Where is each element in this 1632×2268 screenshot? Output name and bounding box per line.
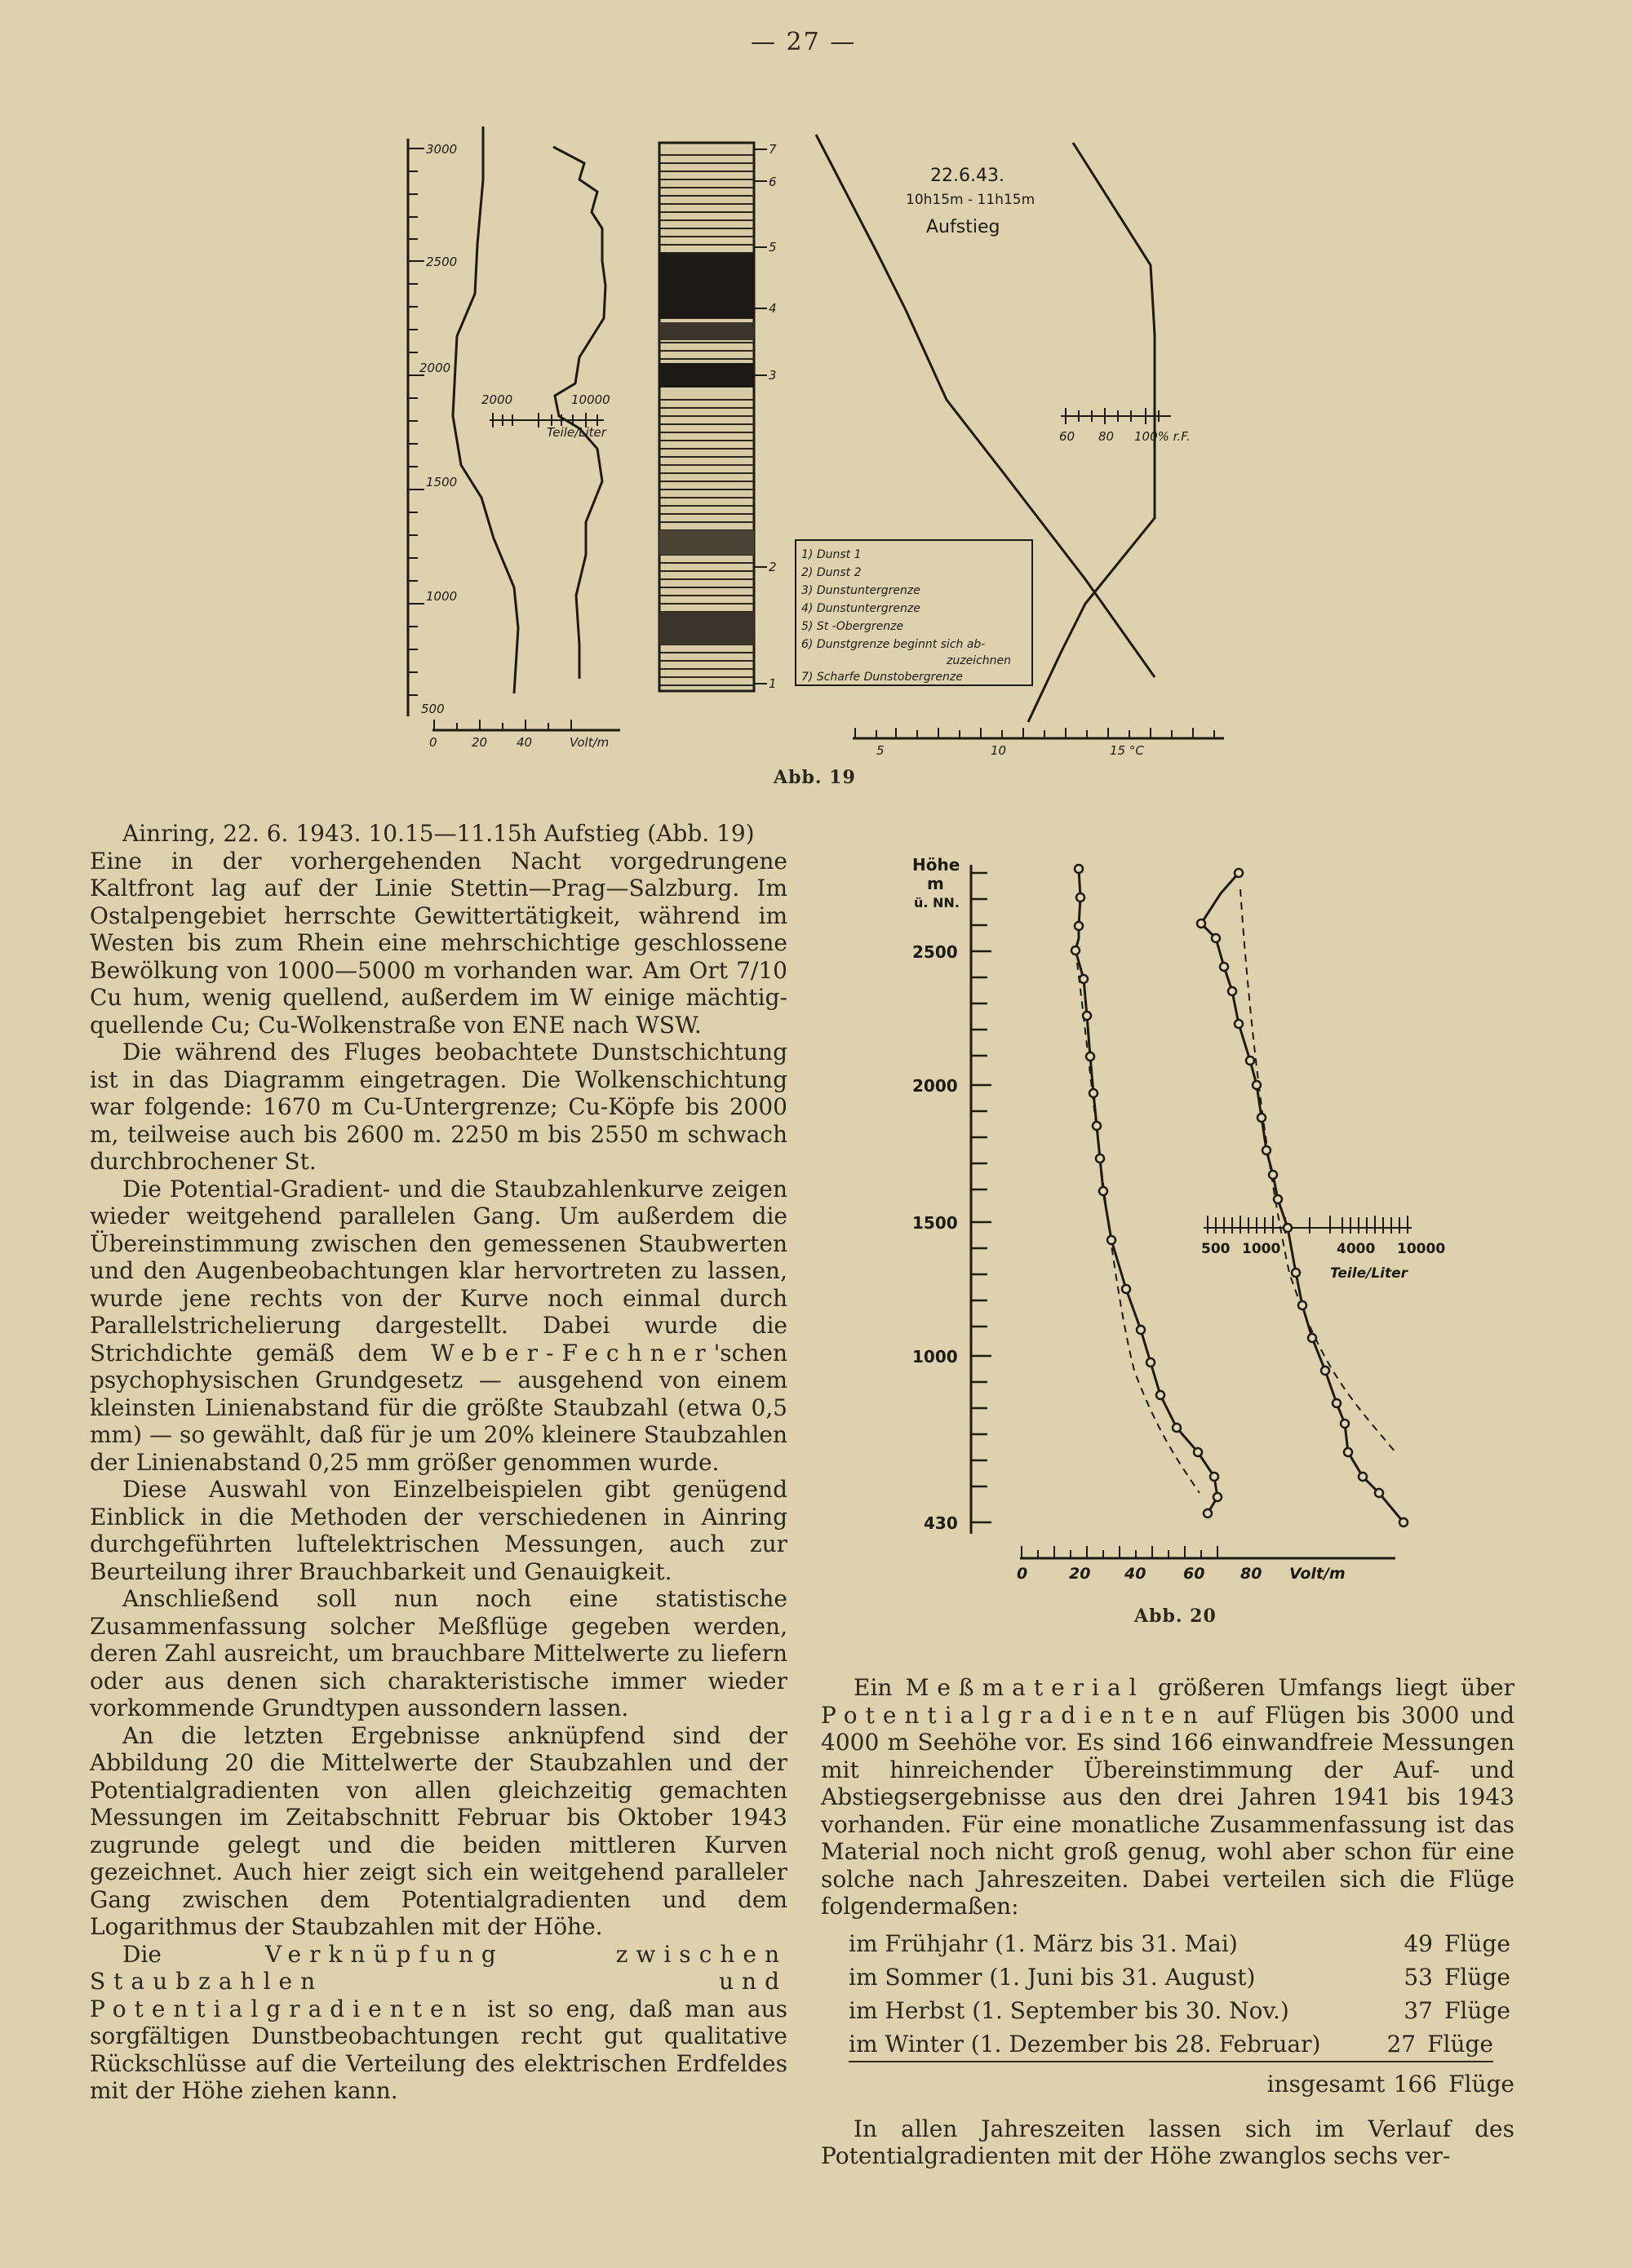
- fig19-temp-10: 10: [991, 743, 1007, 758]
- fig19-legend-4: 4) Dunstuntergrenze: [801, 602, 920, 615]
- right-paragraph-1: Ein Meßmaterial größeren Umfangs liegt über Potentialgradienten auf Flügen bis 3000 und 4000 m Seehöhe vor. Es sind 166 einwandfreie Messungen mit hinreichender Übereinstimmung der Auf- und Abstiegsergebnisse aus den drei Jahren 1941 bis 1943 vorhanden. Für eine monatliche Zusammenfassung ist das Material noch nicht groß genug, wohl aber schon für eine solche nach Jahreszeiten. Dabei verteilen sich die Flüge folgendermaßen:: [821, 1674, 1515, 1920]
- fig19-rh-100: 100% r.F.: [1134, 429, 1191, 444]
- fig19-volt-unit: Volt/m: [570, 735, 610, 750]
- fig20-caption: Abb. 20: [1134, 1606, 1217, 1627]
- fig19-dust-2000: 2000: [481, 392, 513, 407]
- fig19-ascent: Aufstieg: [926, 217, 1000, 237]
- fig19-legend-6: 6) Dunstgrenze beginnt sich ab-: [801, 638, 986, 651]
- fig20-tick-2500: 2500: [912, 942, 958, 962]
- season-total-row: insgesamt 166 Flüge: [1266, 2070, 1514, 2097]
- fig19-dust-unit: Teile/Liter: [547, 425, 606, 440]
- season-row: im Sommer (1. Juni bis 31. August) 53 Flüge: [849, 1963, 1510, 1991]
- weber-fechner: Weber-Fechner: [431, 1339, 714, 1367]
- fig19-layer-1: 1: [769, 676, 777, 691]
- fig20-tick-1000: 1000: [912, 1347, 958, 1367]
- paragraph-6: An die letzten Ergebnisse anknüpfend sind der Abbildung 20 die Mittelwerte der Staubzahlen und der Potentialgradienten von allen gleichzeitig gemachten Messungen im Zeitabschnitt Februar bis Oktober 1943 zugrunde gelegt und die beiden mittleren Kurven gezeichnet. Auch hier zeigt sich ein weitgehend paralleler Gang zwischen dem Potentialgradienten und dem Logarithmus der Staubzahlen mit der Höhe.: [90, 1721, 787, 1940]
- fig20-tick-430: 430: [924, 1513, 958, 1533]
- fig20-dust-4000: 4000: [1337, 1241, 1376, 1257]
- fig19-tick-2000: 2000: [419, 361, 451, 375]
- fig19-tick-500: 500: [421, 702, 445, 716]
- fig19-dust-10000: 10000: [571, 392, 610, 407]
- figure-20: [898, 848, 1452, 1583]
- season-row: im Winter (1. Dezember bis 28. Februar) 27 Flüge: [849, 2027, 1493, 2062]
- left-column: [90, 820, 787, 2105]
- right-paragraph-2: In allen Jahreszeiten lassen sich im Verlauf des Potentialgradienten mit der Höhe zwanglos sechs ver-: [821, 2115, 1514, 2169]
- emphasis-material: Meßmaterial: [905, 1674, 1145, 1701]
- paragraph-1: Eine in der vorhergehenden Nacht vorgedrungene Kaltfront lag auf der Linie Stettin—Prag—Salzburg. Im Ostalpengebiet herrschte Gewittertätigkeit, während im Westen bis zum Rhein eine mehrschichtige geschlossene Bewölkung von 1000—5000 m vorhanden war. Am Ort 7/10 Cu hum, wenig quellend, außerdem im W einige mächtig-quellende Cu; Cu-Wolkenstraße von ENE nach WSW.: [90, 847, 787, 1039]
- fig19-time: 10h15m - 11h15m: [906, 192, 1036, 208]
- figure-19: [384, 122, 1248, 759]
- fig19-legend-6b: zuzeichnen: [947, 654, 1012, 667]
- fig20-volt-0: 0: [1017, 1565, 1028, 1583]
- section-heading: Ainring, 22. 6. 1943. 10.15—11.15h Aufstieg (Abb. 19): [122, 820, 755, 847]
- fig19-tick-3000: 3000: [426, 142, 458, 157]
- fig20-volt-60: 60: [1183, 1565, 1205, 1583]
- fig19-legend-7: 7) Scharfe Dunstobergrenze: [801, 671, 963, 684]
- fig19-layer-2: 2: [769, 560, 777, 574]
- fig20-volt-80: 80: [1240, 1565, 1262, 1583]
- season-table: [849, 1927, 1514, 2101]
- paragraph-4: Diese Auswahl von Einzelbeispielen gibt genügend Einblick in die Methoden der verschiedenen in Ainring durchgeführten luftelektrischen Messungen, auch zur Beurteilung ihrer Brauchbarkeit und Genauigkeit.: [90, 1476, 787, 1585]
- emphasis-link: Verknüpfung zwischen Staubzahlen und Potentialgradienten: [90, 1940, 787, 2022]
- fig19-layer-7: 7: [769, 142, 777, 157]
- paragraph-2: Die während des Fluges beobachtete Dunstschichtung ist in das Diagramm eingetragen. Die Wolkenschichtung war folgende: 1670 m Cu-Untergrenze; Cu-Köpfe bis 2000 m, teilweise auch bis 2600 m. 2250 m bis 2550 m schwach durchbrochener St.: [90, 1039, 787, 1175]
- emphasis-potential: Potentialgradienten: [821, 1701, 1206, 1729]
- season-row: im Herbst (1. September bis 30. Nov.) 37 Flüge: [849, 1996, 1510, 2024]
- fig20-dust-500: 500: [1201, 1241, 1231, 1257]
- paragraph-7: Die Verknüpfung zwischen Staubzahlen und Potentialgradienten ist so eng, daß man aus sorgfältigen Dunstbeobachtungen recht gut qualitative Rückschlüsse auf die Verteilung des elektrischen Erdfeldes mit der Höhe ziehen kann.: [90, 1940, 787, 2104]
- fig19-layer-6: 6: [769, 175, 777, 189]
- fig19-temp-15: 15 °C: [1110, 743, 1144, 758]
- page-number: — 27 —: [751, 28, 857, 56]
- fig20-volt-40: 40: [1124, 1565, 1146, 1583]
- fig20-y-title-1: Höhe: [912, 855, 960, 875]
- fig19-volt-40: 40: [517, 735, 533, 750]
- fig19-tick-1000: 1000: [426, 589, 458, 604]
- fig20-volt-20: 20: [1069, 1565, 1091, 1583]
- fig19-layer-4: 4: [769, 301, 777, 316]
- fig20-y-title-2: m: [927, 874, 944, 893]
- fig19-volt-20: 20: [472, 735, 488, 750]
- fig20-dust-unit: Teile/Liter: [1330, 1265, 1408, 1282]
- fig19-legend-3: 3) Dunstuntergrenze: [801, 584, 920, 597]
- fig20-volt-unit: Volt/m: [1289, 1565, 1346, 1583]
- season-row: im Frühjahr (1. März bis 31. Mai) 49 Flüge: [849, 1929, 1510, 1957]
- fig19-volt-0: 0: [429, 735, 437, 750]
- fig19-legend-1: 1) Dunst 1: [801, 548, 862, 561]
- fig19-rh-80: 80: [1098, 429, 1115, 444]
- right-column: [821, 1674, 1514, 2170]
- fig20-tick-1500: 1500: [912, 1213, 958, 1233]
- fig19-legend-2: 2) Dunst 2: [801, 566, 862, 579]
- fig19-temp-5: 5: [876, 743, 885, 758]
- fig19-layer-5: 5: [769, 240, 777, 255]
- fig20-y-title-3: ü. NN.: [914, 895, 960, 910]
- paragraph-3: Die Potential-Gradient- und die Staubzahlenkurve zeigen wieder weitgehend parallelen Gang. Um außerdem die Übereinstimmung zwischen den gemessenen Staubwerten und den Augenbeobachtungen klar hervortreten zu lassen, wurde jene rechts von der Kurve noch einmal durch Parallelstrichelierung dargestellt. Dabei wurde die Strichdichte gemäß dem Weber-Fechner'schen psychophysischen Grundgesetz — ausgehend von einem kleinsten Linienabstand für die größte Staubzahl (etwa 0,5 mm) — so gewählt, daß für je um 20% kleinere Staubzahlen der Linienabstand 0,25 mm größer genommen wurde.: [90, 1175, 787, 1476]
- fig20-dust-10000: 10000: [1397, 1241, 1446, 1257]
- fig19-tick-1500: 1500: [426, 475, 458, 489]
- paragraph-5: Anschließend soll nun noch eine statistische Zusammenfassung solcher Meßflüge gegeben werden, deren Zahl ausreicht, um brauchbare Mittelwerte zu liefern oder aus denen sich charakteristische immer wieder vorkommende Grundtypen aussondern lassen.: [90, 1585, 787, 1721]
- fig19-legend-5: 5) St -Obergrenze: [801, 620, 904, 633]
- fig19-date: 22.6.43.: [930, 166, 1004, 186]
- fig19-layer-3: 3: [769, 368, 777, 383]
- fig19-rh-60: 60: [1059, 429, 1075, 444]
- fig20-dust-1000: 1000: [1242, 1241, 1281, 1257]
- fig19-caption: Abb. 19: [774, 767, 856, 788]
- fig20-tick-2000: 2000: [912, 1076, 958, 1096]
- fig19-tick-2500: 2500: [426, 255, 458, 269]
